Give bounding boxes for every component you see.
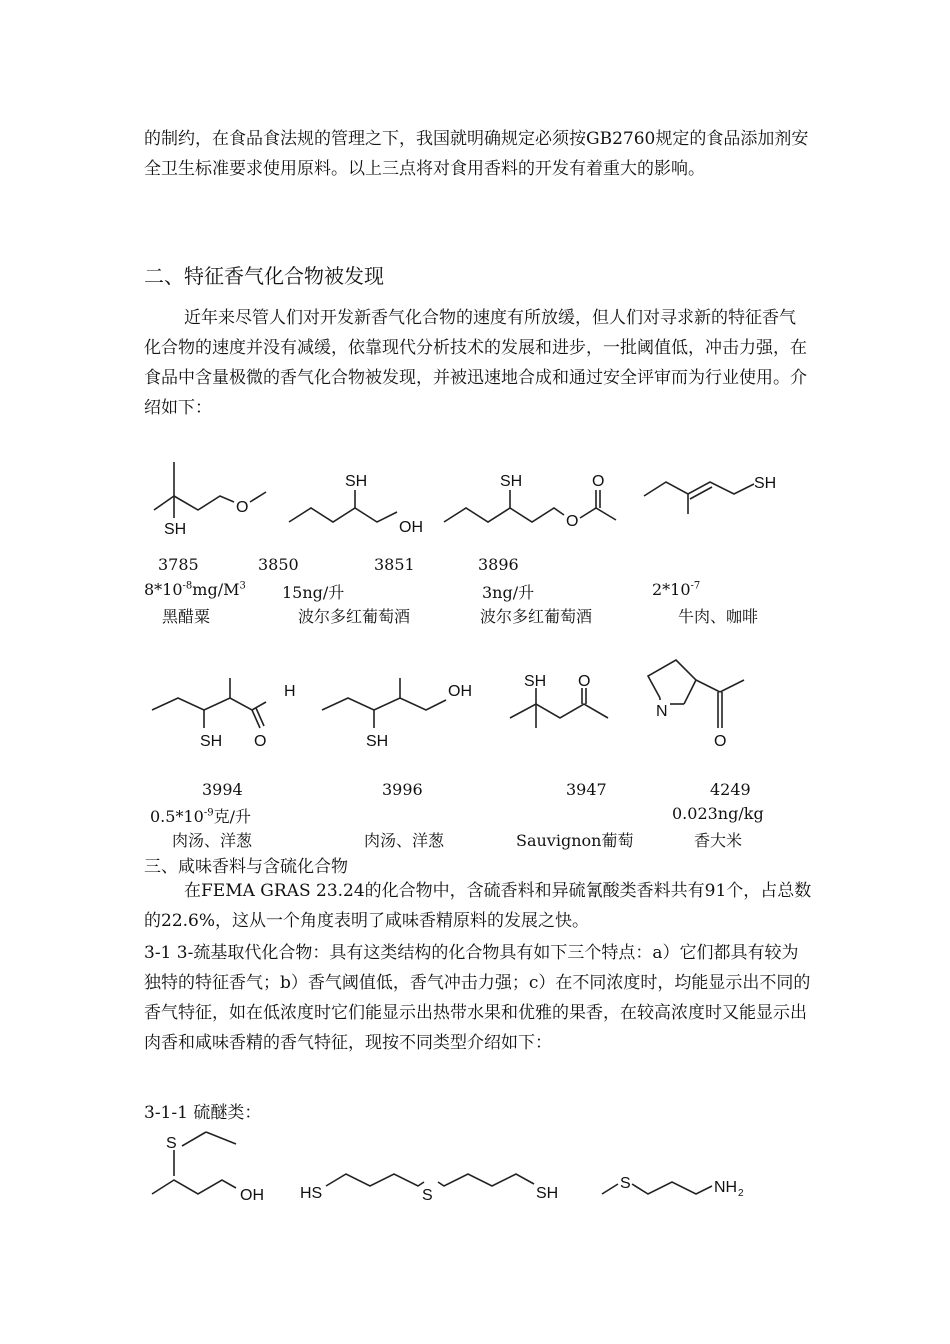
structure-3850 (285, 462, 440, 542)
fema-3996: 3996 (382, 780, 423, 799)
structure-4249 (632, 652, 762, 752)
atom-o-ester: O (566, 513, 579, 530)
atom-sh: SH (164, 521, 187, 538)
fema-3850: 3850 (258, 555, 299, 574)
atom-s: S (620, 1175, 631, 1192)
threshold-3994: $0.5*10^{-9}$克/升 (150, 807, 251, 826)
structure-thiodipropanethiol (296, 1160, 576, 1210)
atom-o: O (578, 673, 591, 690)
source-3896: 波尔多红葡萄酒 (480, 607, 593, 626)
structure-3785 (140, 450, 280, 540)
structure-3896 (440, 462, 620, 542)
atom-o-carbonyl: O (592, 473, 605, 490)
atom-sh: SH (200, 733, 223, 750)
section-3-1-1-heading: 3-1-1 硫醚类： (144, 1103, 262, 1123)
fema-3785: 3785 (158, 555, 199, 574)
atom-hs: HS (300, 1185, 323, 1202)
threshold-3785: $8*10^{-8}mg/M^3$ (144, 580, 246, 599)
source-3996: 肉汤、洋葱 (364, 831, 445, 850)
atom-oh: OH (448, 683, 472, 700)
structure-methylthiopropylamine (596, 1168, 756, 1208)
atom-oh: OH (399, 519, 423, 536)
fema-3896: 3896 (478, 555, 519, 574)
atom-o: O (236, 499, 249, 516)
intro-paragraph: 的制约，在食品食法规的管理之下，我国就明确规定必须按GB2760规定的食品添加剂安全卫生标准要求使用原料。以上三点将对食用香料的开发有着重大的影响。 (144, 129, 809, 179)
atom-h: H (284, 683, 296, 700)
atom-n: N (656, 703, 668, 720)
source-3785: 黑醋粟 (162, 607, 211, 626)
structure-3994 (148, 670, 308, 755)
atom-o: O (714, 733, 727, 750)
threshold-3896: 3ng/升 (482, 583, 535, 602)
atom-sh: SH (345, 473, 368, 490)
atom-o: O (254, 733, 267, 750)
source-3994: 肉汤、洋葱 (172, 831, 253, 850)
atom-sh: SH (524, 673, 547, 690)
structure-3947 (500, 668, 630, 753)
threshold-3851: $2*10^{-7}$ (652, 580, 701, 599)
atom-oh: OH (240, 1187, 264, 1204)
section3-paragraph: 在FEMA GRAS 23.24的化合物中，含硫香料和异硫氰酸类香料共有91个，占总数的22.6%，这从一个角度表明了咸味香精原料的发展之快。 (144, 881, 812, 931)
section-3-1-paragraph: 3-1 3-巯基取代化合物：具有这类结构的化合物具有如下三个特点：a）它们都具有较为独特的特征香气；b）香气阈值低，香气冲击力强；c）在不同浓度时，均能显示出不同的香气特征，如在低浓度时它们能显示出热带水果和优雅的果香，在较高浓度时又能显示出肉香和咸味香精的香气特征，现按不同类型介绍如下： (144, 943, 811, 1053)
source-3850: 波尔多红葡萄酒 (298, 607, 411, 626)
structure-3851 (640, 462, 800, 522)
structure-3996 (318, 670, 488, 755)
fema-3851: 3851 (374, 555, 415, 574)
atom-sh: SH (536, 1185, 559, 1202)
threshold-3850: 15ng/升 (282, 583, 345, 602)
atom-sh: SH (500, 473, 523, 490)
structure-thioether-alcohol (148, 1122, 278, 1212)
section3-heading: 三、咸味香料与含硫化合物 (144, 857, 348, 877)
atom-s: S (166, 1135, 177, 1152)
fema-3994: 3994 (202, 780, 243, 799)
fema-4249: 4249 (710, 780, 751, 799)
section2-heading: 二、特征香气化合物被发现 (144, 264, 384, 288)
atom-sh: SH (754, 475, 777, 492)
fema-3947: 3947 (566, 780, 607, 799)
atom-sh: SH (366, 733, 389, 750)
source-4249: 香大米 (694, 831, 743, 850)
atom-nh-subscript: 2 (738, 1188, 744, 1199)
source-3851: 牛肉、咖啡 (678, 607, 759, 626)
atom-s: S (422, 1187, 433, 1204)
atom-nh: NH (714, 1179, 738, 1196)
threshold-4249: 0.023ng/kg (672, 804, 764, 823)
section2-paragraph: 近年来尽管人们对开发新香气化合物的速度有所放缓，但人们对寻求新的特征香气化合物的速度并没有减缓，依靠现代分析技术的发展和进步，一批阈值低，冲击力强，在食品中含量极微的香气化合物被发现，并被迅速地合成和通过安全评审而为行业使用。介绍如下： (144, 308, 807, 418)
source-3947: Sauvignon葡萄 (516, 831, 634, 850)
